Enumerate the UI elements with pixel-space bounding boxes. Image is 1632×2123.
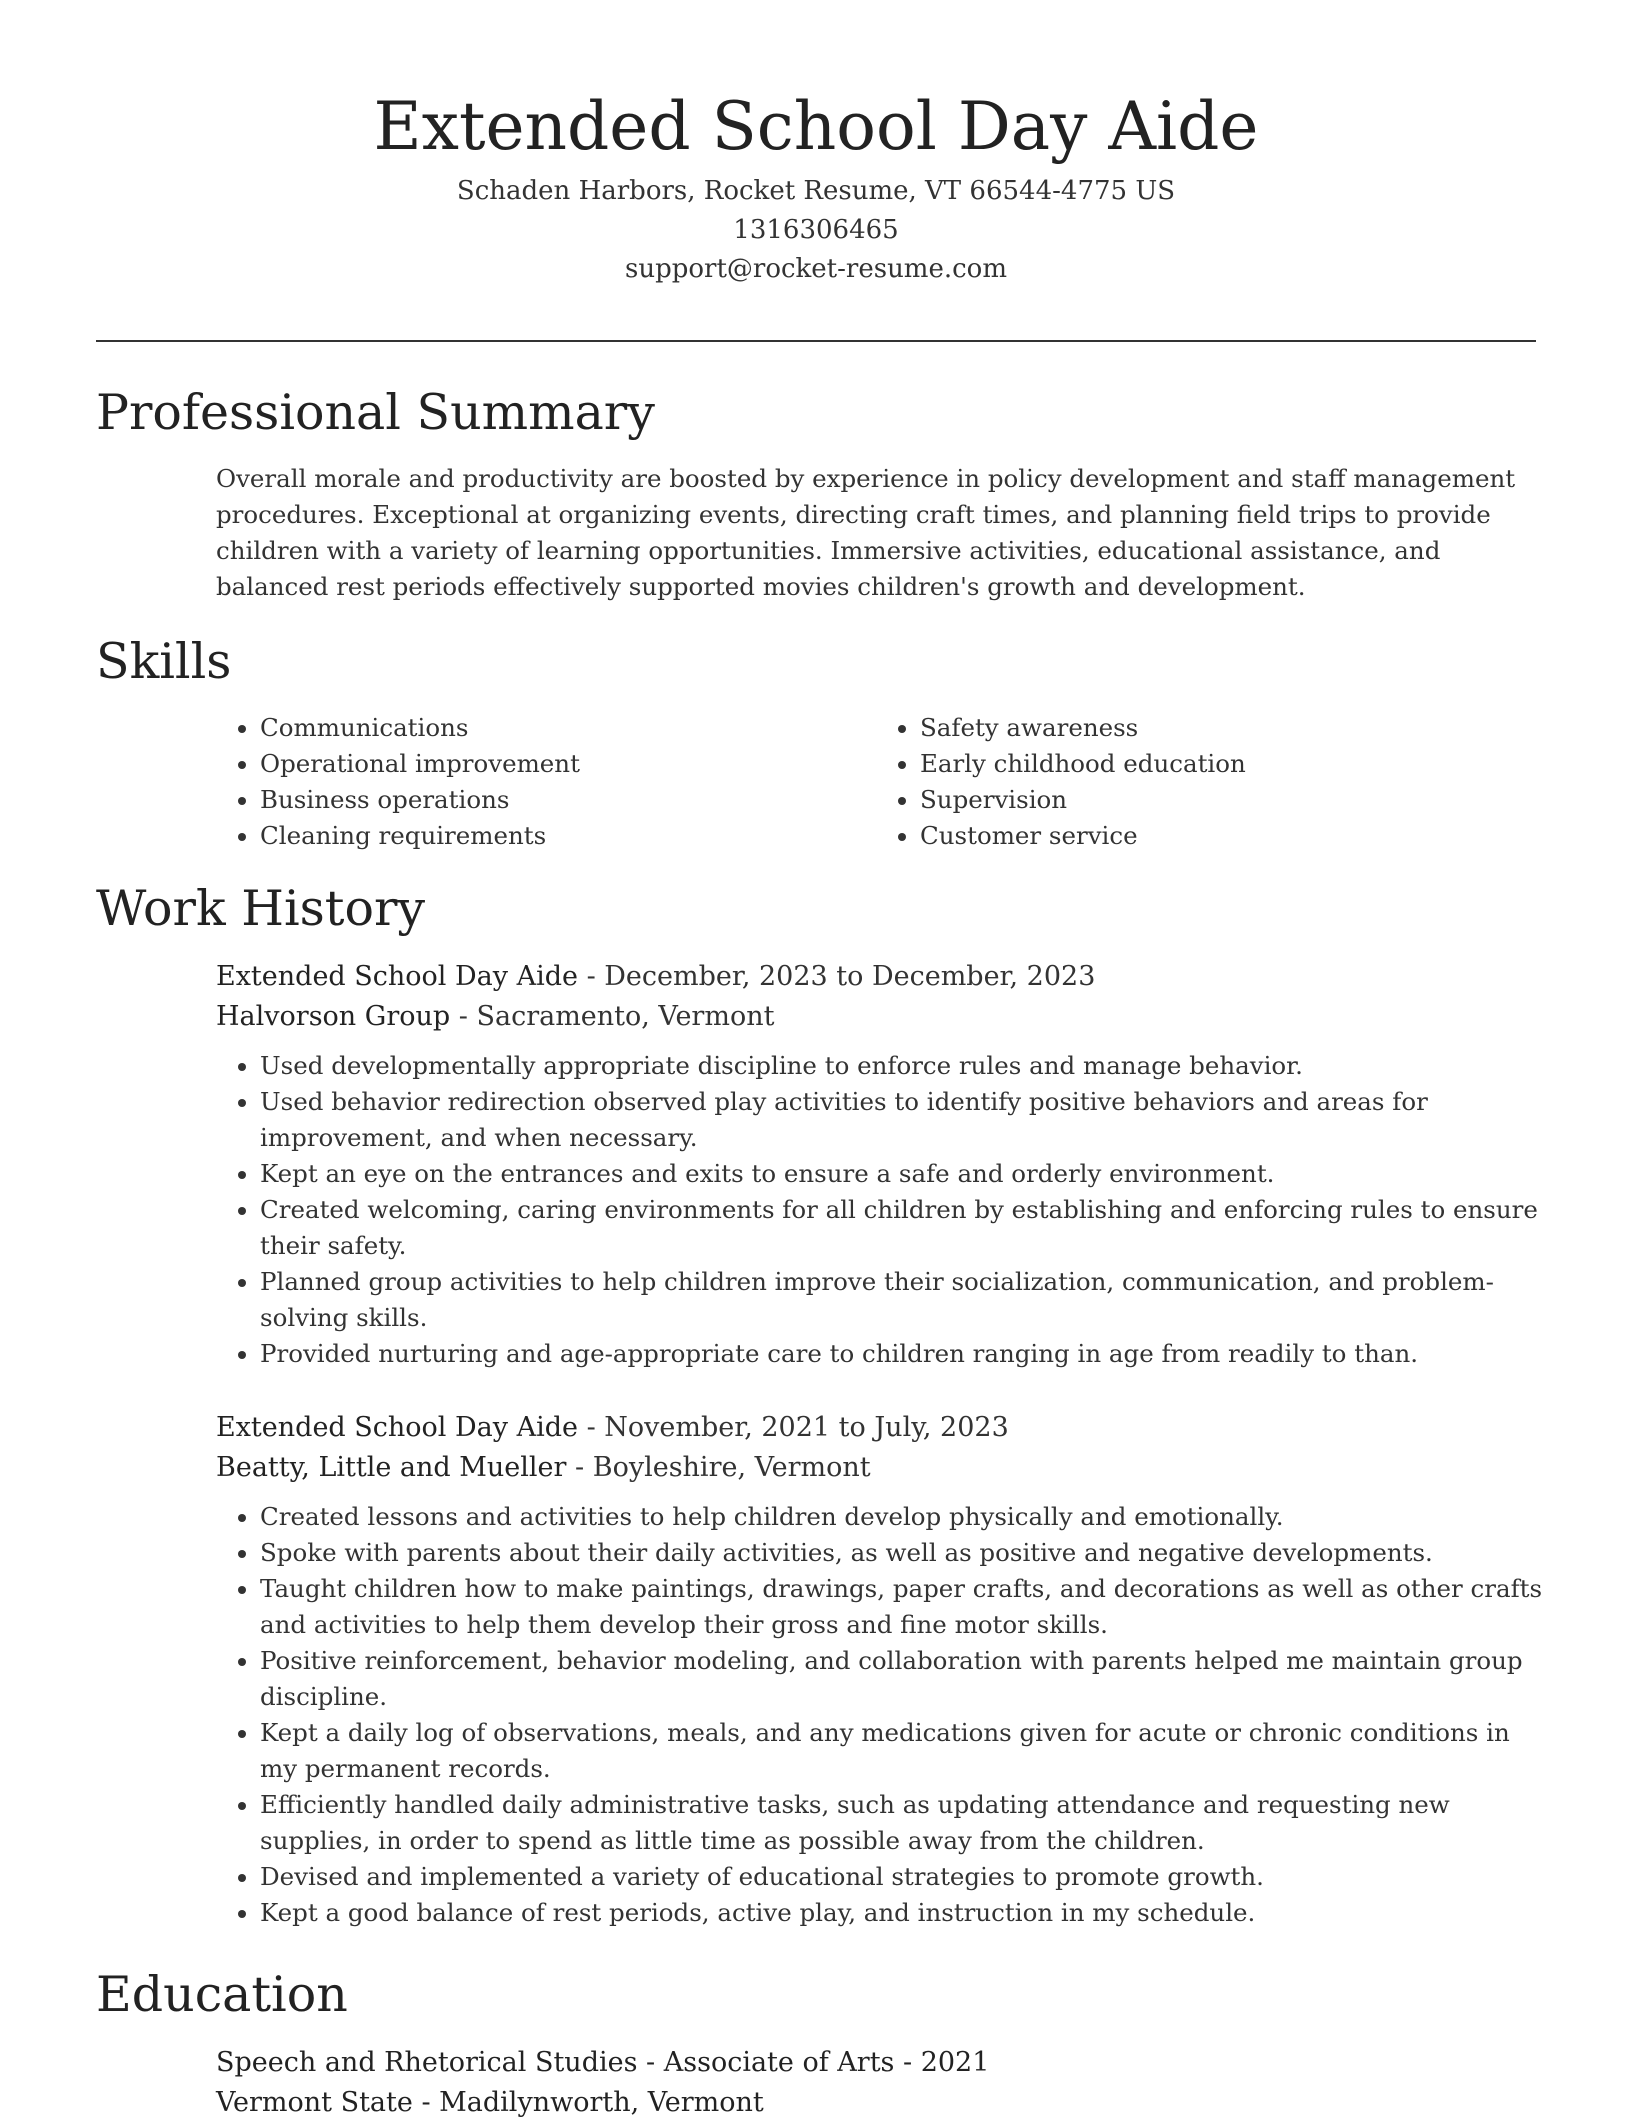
job-dates: - December, 2023 to December, 2023 (578, 961, 1096, 992)
education-heading: Education (96, 1966, 348, 2023)
job-company-line (216, 997, 1546, 1037)
skills-list (216, 710, 1536, 854)
job-bullet: • Provided nurturing and age-appropriate care to children ranging in age from readily to than. (260, 1336, 1546, 1372)
job-entry (216, 957, 1546, 1372)
job-bullet: • Positive reinforcement, behavior modeling, and collaboration with parents helped me maintain group discipline. (260, 1643, 1546, 1715)
job-dates: - November, 2021 to July, 2023 (578, 1412, 1009, 1443)
skill-item: • Supervision (920, 782, 1536, 818)
job-bullet: • Used behavior redirection observed play activities to identify positive behaviors and areas for improvement, and when necessary. (260, 1084, 1546, 1156)
job-bullets (216, 1048, 1546, 1372)
email: support@rocket-resume.com (624, 254, 1007, 284)
job-bullet: • Spoke with parents about their daily activities, as well as positive and negative developments. (260, 1535, 1546, 1571)
summary-text: Overall morale and productivity are boosted by experience in policy development and staff management procedures. Exceptional at organizing events, directing craft times, and planning field trips to provide children with a variety of learning opportunities. Immersive activities, educational assistance, and balanced rest periods effectively supported movies children's growth and development. (216, 464, 1516, 601)
job-location: - Sacramento, Vermont (450, 1001, 775, 1032)
phone: 1316306465 (733, 215, 899, 245)
skill-item: • Business operations (260, 782, 876, 818)
education-school: Vermont State - Madilynworth, Vermont (216, 2087, 764, 2118)
education-degree: Speech and Rhetorical Studies - Associate of Arts - 2021 (216, 2047, 990, 2078)
skills-heading: Skills (96, 633, 232, 690)
header-divider (96, 340, 1536, 342)
skill-item: • Early childhood education (920, 746, 1536, 782)
skill-item: • Cleaning requirements (260, 818, 876, 854)
job-bullet: • Kept a daily log of observations, meals, and any medications given for acute or chronic conditions in my permanent records. (260, 1715, 1546, 1787)
job-bullet: • Planned group activities to help children improve their socialization, communication, and problem-solving skills. (260, 1264, 1546, 1336)
job-title: Extended School Day Aide (216, 1412, 578, 1443)
job-bullet: • Created lessons and activities to help children develop physically and emotionally. (260, 1499, 1546, 1535)
job-title: Extended School Day Aide (216, 961, 578, 992)
education-entry (216, 2043, 1546, 2123)
skill-item: • Safety awareness (920, 710, 1536, 746)
job-bullet: • Devised and implemented a variety of educational strategies to promote growth. (260, 1859, 1546, 1895)
job-company: Beatty, Little and Mueller (216, 1452, 567, 1483)
job-bullets (216, 1499, 1546, 1931)
work-history-heading: Work History (96, 880, 426, 937)
resume-header (96, 82, 1536, 289)
job-bullet: • Used developmentally appropriate discipline to enforce rules and manage behavior. (260, 1048, 1546, 1084)
skills-column-left (216, 710, 876, 854)
job-company-line (216, 1448, 1546, 1488)
job-company: Halvorson Group (216, 1001, 451, 1032)
job-bullet: • Created welcoming, caring environments for all children by establishing and enforcing rules to ensure their safety. (260, 1192, 1546, 1264)
candidate-name: Extended School Day Aide (373, 88, 1259, 165)
job-title-line (216, 957, 1546, 997)
skills-column-right (876, 710, 1536, 854)
job-bullet: • Kept an eye on the entrances and exits to ensure a safe and orderly environment. (260, 1156, 1546, 1192)
job-bullet: • Taught children how to make paintings, drawings, paper crafts, and decorations as well as other crafts and activities to help them develop their gross and fine motor skills. (260, 1571, 1546, 1643)
job-bullet: • Efficiently handled daily administrative tasks, such as updating attendance and requesting new supplies, in order to spend as little time as possible away from the children. (260, 1787, 1546, 1859)
address: Schaden Harbors, Rocket Resume, VT 66544-4775 US (456, 176, 1176, 206)
skill-item: • Customer service (920, 818, 1536, 854)
job-title-line (216, 1408, 1546, 1448)
skill-item: • Operational improvement (260, 746, 876, 782)
skill-item: • Communications (260, 710, 876, 746)
job-bullet: • Kept a good balance of rest periods, active play, and instruction in my schedule. (260, 1895, 1546, 1931)
summary-heading: Professional Summary (96, 384, 655, 441)
job-location: - Boyleshire, Vermont (566, 1452, 871, 1483)
job-entry (216, 1408, 1546, 1931)
